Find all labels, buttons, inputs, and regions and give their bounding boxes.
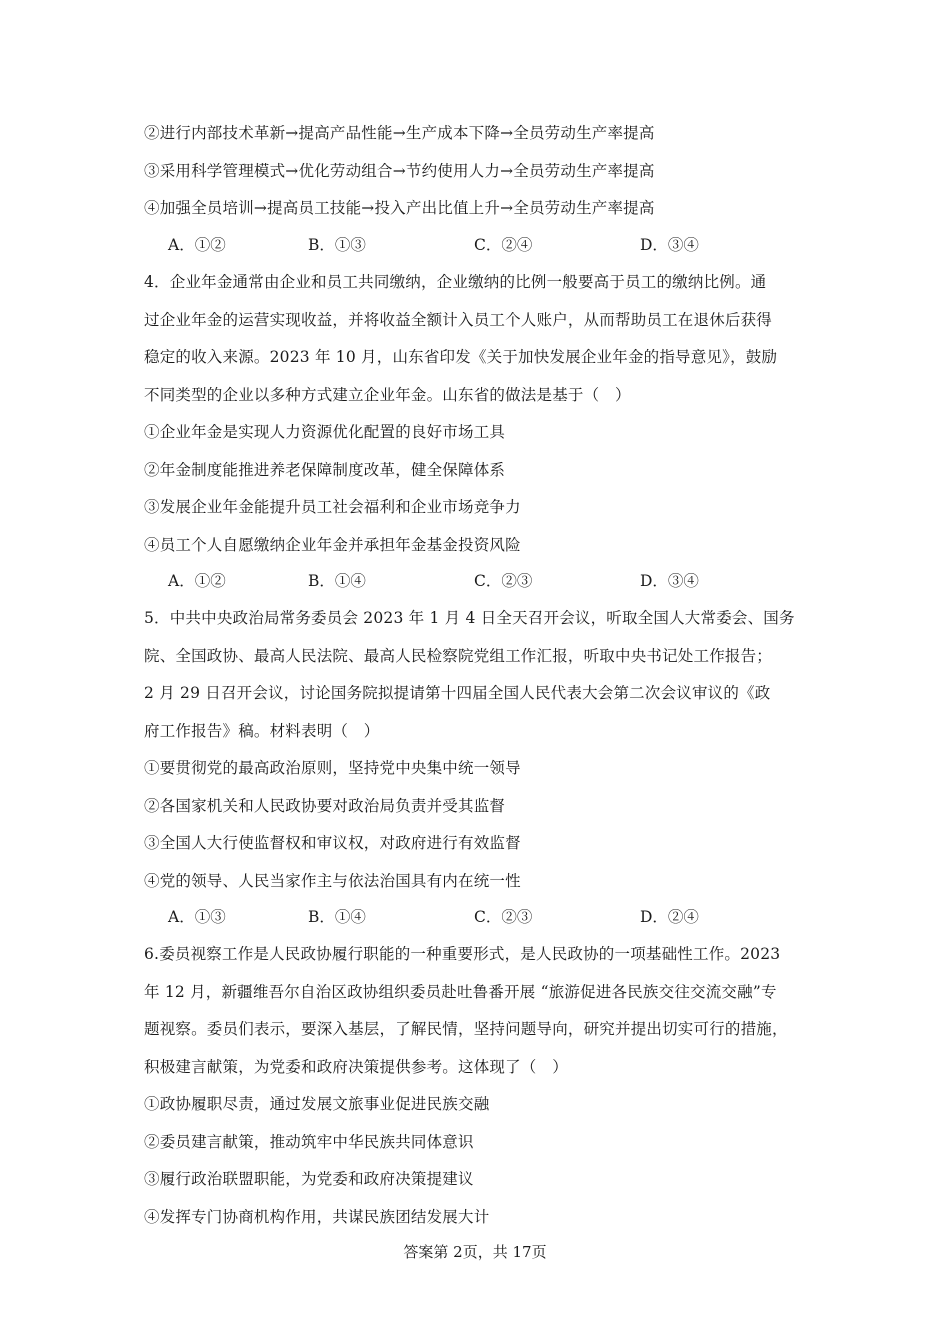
q4-option-d: D．③④ (640, 572, 699, 590)
q6-stem-line-1: 6.委员视察工作是人民政协履行职能的一种重要形式，是人民政协的一项基础性工作。2023 (144, 945, 781, 963)
q5-option-b: B．①④ (308, 908, 366, 926)
q4-option-b: B．①④ (308, 572, 366, 590)
q6-statement-2: ②委员建言献策，推动筑牢中华民族共同体意识 (144, 1133, 474, 1151)
q3-statement-4: ④加强全员培训→提高员工技能→投入产出比值上升→全员劳动生产率提高 (144, 199, 655, 217)
q4-stem-line-2: 过企业年金的运营实现收益，并将收益全额计入员工个人账户，从而帮助员工在退休后获得 (144, 311, 773, 329)
q6-statement-1: ①政协履职尽责，通过发展文旅事业促进民族交融 (144, 1095, 490, 1113)
q4-option-c: C．②③ (474, 572, 533, 590)
q4-stem-line-1: 4．企业年金通常由企业和员工共同缴纳，企业缴纳的比例一般要高于员工的缴纳比例。通 (144, 273, 767, 291)
q4-statement-3: ③发展企业年金能提升员工社会福利和企业市场竞争力 (144, 498, 521, 516)
q3-statement-2: ②进行内部技术革新→提高产品性能→生产成本下降→全员劳动生产率提高 (144, 124, 655, 142)
q5-option-d: D．②④ (640, 908, 699, 926)
q5-option-a: A．①③ (168, 908, 226, 926)
q5-stem-line-4: 府工作报告》稿。材料表明（ ） (144, 722, 380, 740)
q4-statement-2: ②年金制度能推进养老保障制度改革，健全保障体系 (144, 461, 506, 479)
q4-option-a: A．①② (168, 572, 226, 590)
q4-statement-4: ④员工个人自愿缴纳企业年金并承担年金基金投资风险 (144, 536, 521, 554)
q5-stem-line-1: 5．中共中央政治局常务委员会 2023 年 1 月 4 日全天召开会议，听取全国人大常委会、国务 (144, 609, 795, 627)
q6-stem-line-2: 年 12 月，新疆维吾尔自治区政协组织委员赴吐鲁番开展 “旅游促进各民族交往交流交融”专 (144, 983, 777, 1001)
q3-option-d: D．③④ (640, 236, 699, 254)
q5-statement-2: ②各国家机关和人民政协要对政治局负责并受其监督 (144, 797, 506, 815)
q5-statement-3: ③全国人大行使监督权和审议权，对政府进行有效监督 (144, 834, 521, 852)
page-footer: 答案第 2页，共 17页 (403, 1243, 547, 1261)
q3-option-c: C．②④ (474, 236, 533, 254)
q4-stem-line-3: 稳定的收入来源。2023 年 10 月，山东省印发《关于加快发展企业年金的指导意见》，鼓励 (144, 348, 778, 366)
q4-stem-line-4: 不同类型的企业以多种方式建立企业年金。山东省的做法是基于（ ） (144, 386, 631, 404)
q6-stem-line-4: 积极建言献策，为党委和政府决策提供参考。这体现了（ ） (144, 1058, 568, 1076)
q6-stem-line-3: 题视察。委员们表示，要深入基层，了解民情，坚持问题导向，研究并提出切实可行的措施， (144, 1020, 788, 1038)
q5-statement-1: ①要贯彻党的最高政治原则，坚持党中央集中统一领导 (144, 759, 521, 777)
q5-stem-line-3: 2 月 29 日召开会议，讨论国务院拟提请第十四届全国人民代表大会第二次会议审议的《政 (144, 684, 771, 702)
q3-option-a: A．①② (168, 236, 226, 254)
q5-option-c: C．②③ (474, 908, 533, 926)
q6-statement-3: ③履行政治联盟职能，为党委和政府决策提建议 (144, 1170, 474, 1188)
q3-statement-3: ③采用科学管理模式→优化劳动组合→节约使用人力→全员劳动生产率提高 (144, 162, 655, 180)
q5-statement-4: ④党的领导、人民当家作主与依法治国具有内在统一性 (144, 872, 521, 890)
q4-statement-1: ①企业年金是实现人力资源优化配置的良好市场工具 (144, 423, 506, 441)
q3-option-b: B．①③ (308, 236, 366, 254)
q6-statement-4: ④发挥专门协商机构作用，共谋民族团结发展大计 (144, 1208, 490, 1226)
q5-stem-line-2: 院、全国政协、最高人民法院、最高人民检察院党组工作汇报，听取中央书记处工作报告； (144, 647, 773, 665)
